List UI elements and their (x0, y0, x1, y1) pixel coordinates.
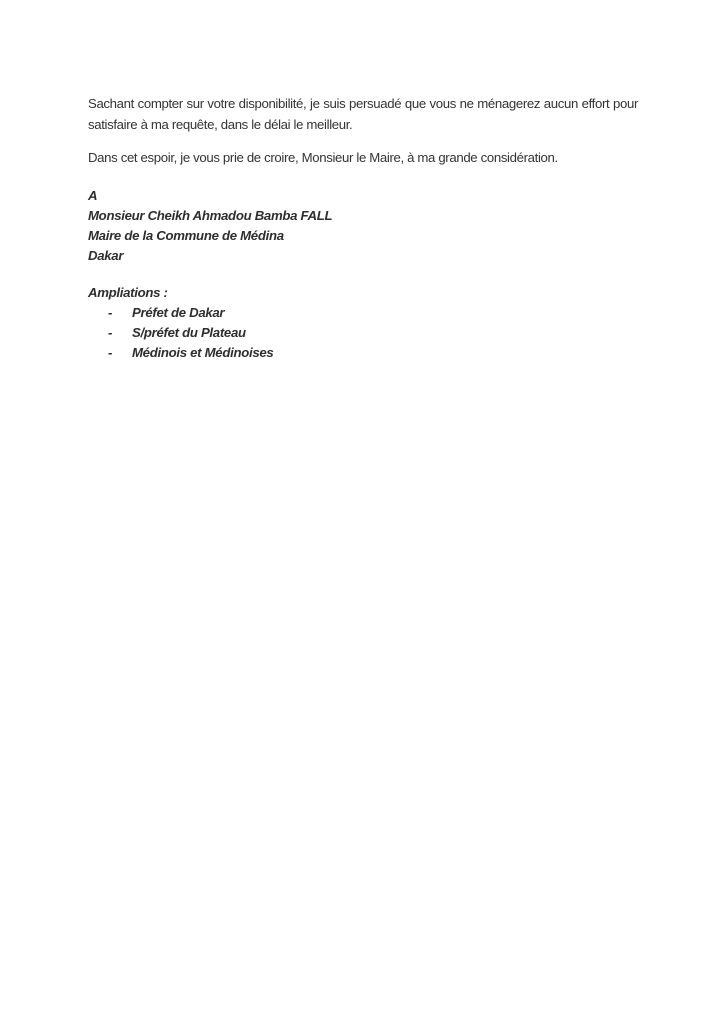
list-bullet: - (108, 305, 113, 320)
ampliations-heading: Ampliations : (88, 285, 168, 300)
paragraph-availability: Sachant compter sur votre disponibilité, je suis persuadé que vous ne ménagerez aucun effort pour satisfaire à ma requête, dans le délai le meilleur. (88, 96, 638, 132)
list-bullet: - (108, 345, 113, 360)
recipient-name: Monsieur Cheikh Ahmadou Bamba FALL (88, 208, 333, 223)
ampliations-section (88, 283, 638, 363)
recipient-city: Dakar (88, 248, 124, 263)
list-item (88, 323, 638, 343)
paragraph-closing: Dans cet espoir, je vous prie de croire, Monsieur le Maire, à ma grande considération. (88, 150, 558, 165)
recipient-title: Maire de la Commune de Médina (88, 228, 284, 243)
list-item-label: Médinois et Médinoises (132, 345, 274, 360)
list-item (88, 303, 638, 323)
list-item (88, 343, 638, 363)
list-item-label: S/préfet du Plateau (132, 325, 246, 340)
list-bullet: - (108, 325, 113, 340)
list-item-label: Préfet de Dakar (132, 305, 225, 320)
recipient-block (88, 186, 638, 266)
recipient-intro: A (88, 188, 98, 203)
